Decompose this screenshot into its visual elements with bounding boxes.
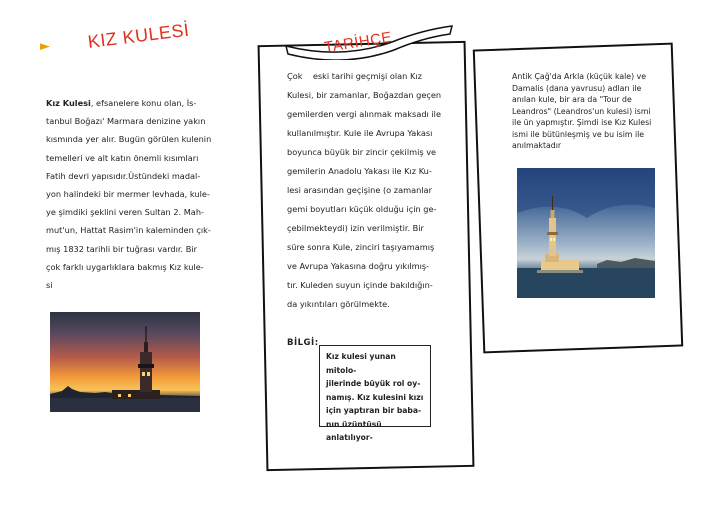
- text-line: ismi ile bütünleşmiş ve bu isim ile: [512, 129, 645, 139]
- section-title: TARİHÇE: [323, 28, 394, 57]
- text-line: lesi arasından geçişine (o zamanlar: [287, 185, 432, 195]
- text-line: namış. Kız kulesini kızı: [326, 392, 424, 402]
- arrow-bullet-icon: ►: [40, 39, 50, 54]
- page-title: KIZ KULESİ: [86, 19, 191, 52]
- text-line: ye şimdiki şeklini veren Sultan 2. Mah-: [46, 207, 204, 218]
- text-line: Kız kulesi yunan mitolo-: [326, 352, 396, 375]
- text-line: da yıkıntıları görülmekte.: [287, 299, 390, 309]
- info-box: [319, 345, 431, 442]
- section-banner: [282, 20, 456, 60]
- text-line: mut'un, Hattat Rasim'in kaleminden çık-: [46, 225, 211, 236]
- text-line: çebilmekteydi) izin verilmiştir. Bir: [287, 223, 424, 233]
- text-line: tanbul Boğazı' Marmara denizine yakın: [46, 116, 206, 127]
- text-line: kısmında yer alır. Bugün görülen kulenin: [46, 134, 212, 145]
- text-line: temelleri ve alt katın önemli kısımları: [46, 152, 199, 163]
- text-line: Fatih devri yapısıdır.Üstündeki madal-: [46, 170, 201, 181]
- text-line: nın üzüntüsü anlatılıyor-: [326, 419, 382, 442]
- text-line: Antik Çağ'da Arkla (küçük kale) ve: [512, 72, 647, 81]
- text-line: yon halindeki bir mermer levhada, kule-: [46, 189, 210, 200]
- intro-paragraph: [46, 94, 214, 294]
- text-line: Kulesi, bir zamanlar, Boğazdan geçen: [287, 90, 442, 100]
- text-line: tır. Kuleden suyun içinde bakıldığın-: [287, 280, 433, 290]
- text-line: mış 1832 tarihli bir tuğrası vardır. Bir: [46, 243, 197, 254]
- text-line: boyunca büyük bir zincir çekilmiş ve: [287, 147, 437, 157]
- intro-lead: Kız Kulesi: [46, 98, 91, 108]
- info-label: BİLGİ:: [287, 338, 319, 348]
- text-line: gemilerin Anadolu Yakası ile Kız Ku-: [287, 166, 432, 176]
- names-paragraph: [512, 71, 660, 152]
- text-line: , efsanelere konu olan, İs-: [90, 98, 197, 108]
- text-line: gemi boyutları küçük olduğu için ge-: [287, 204, 437, 214]
- text-line: için yaptıran bir baba-: [326, 406, 422, 415]
- text-line: Damalis (dana yavrusu) adları ile: [512, 83, 642, 93]
- text-line: gemilerden vergi alınmak maksadı ile: [287, 109, 441, 119]
- text-line: si: [46, 280, 53, 291]
- text-line: ile ün yapmıştır. Şimdi ise Kız Kulesi: [512, 118, 652, 127]
- text-line: çok farklı uygarlıklara bakmış Kız kule-: [46, 261, 204, 272]
- text-line: Çok eski tarihi geçmişi olan Kız: [287, 71, 422, 81]
- history-paragraph: [287, 67, 447, 314]
- text-line: jilerinde büyük rol oy-: [326, 379, 421, 388]
- text-line: ve Avrupa Yakasına doğru yıkılmış-: [287, 261, 430, 271]
- dusk-tower-photo: [517, 168, 655, 298]
- sunset-tower-photo: [50, 312, 200, 412]
- text-line: anılan kule, bir ara da "Tour de: [512, 95, 632, 104]
- text-line: Leandros" (Leandros'un kulesi) ismi: [512, 106, 651, 116]
- text-line: anılmaktadır: [512, 141, 562, 150]
- text-line: süre sonra Kule, zinciri taşıyamamış: [287, 242, 435, 252]
- text-line: kullanılmıştır. Kule ile Avrupa Yakası: [287, 128, 433, 138]
